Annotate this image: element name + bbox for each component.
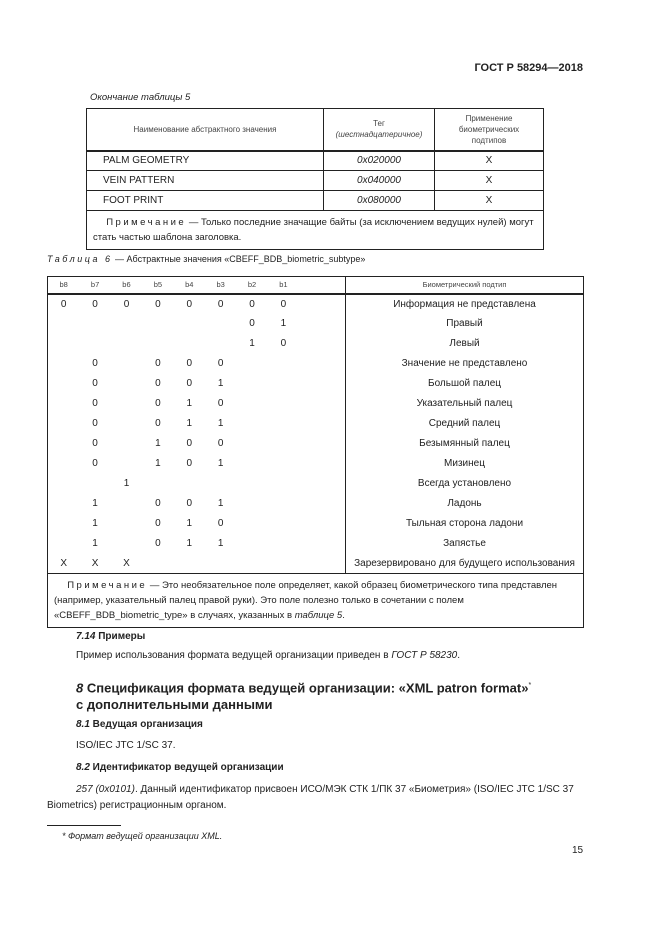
bit-value (111, 398, 142, 409)
table-row (48, 394, 584, 414)
table-row (48, 334, 584, 354)
t5-h-use3: подтипов (471, 135, 507, 145)
t6-subtype: Правый (346, 314, 584, 334)
bit-value: 1 (217, 458, 224, 469)
bit-value (48, 478, 79, 489)
bit-value: 1 (186, 518, 193, 529)
t6-note (48, 574, 584, 628)
bit-value: 0 (92, 398, 98, 409)
bit-value (268, 538, 299, 549)
bit-value (142, 478, 173, 489)
table-row (87, 151, 544, 171)
bit-value: 0 (217, 518, 224, 529)
section-7-14-text (76, 650, 460, 661)
bit-value: 0 (186, 298, 193, 310)
footnote-mark: * (62, 831, 66, 841)
s8-footnote-mark: * (528, 682, 532, 689)
s714-title: Примеры (95, 631, 146, 642)
t6-subtype: Указательный палец (346, 394, 584, 414)
bit-value: 1 (92, 538, 98, 549)
section-8-heading (76, 677, 531, 713)
bit-value (205, 558, 236, 569)
bit-value (236, 458, 267, 469)
table6-caption-label: Таблица 6 (47, 254, 113, 264)
bit-header: b4 (185, 280, 194, 290)
table-6 (47, 276, 584, 628)
bit-value: 1 (186, 538, 193, 549)
s81-title: Ведущая организация (89, 719, 203, 730)
t5-cell-tag: 0x040000 (324, 171, 435, 191)
t5-cell-tag: 0x020000 (324, 151, 435, 171)
table-row (48, 354, 584, 374)
bit-value: 0 (155, 378, 161, 389)
bit-value (268, 378, 299, 389)
bit-value: 1 (217, 418, 224, 429)
bit-value: 1 (155, 458, 161, 469)
table6-caption-text: — Абстрактные значения «CBEFF_BDB_biometric_subtype» (112, 254, 366, 264)
bit-header: b3 (216, 280, 225, 290)
t6-bits (48, 294, 346, 314)
bit-value (79, 318, 110, 329)
document-id: ГОСТ Р 58294—2018 (474, 62, 583, 74)
bit-value: X (91, 557, 99, 569)
bit-value (48, 338, 79, 349)
t5-note (87, 211, 544, 250)
s8-title-2: с дополнительными данными (76, 697, 273, 713)
bit-value: 1 (217, 378, 224, 389)
bit-value (111, 538, 142, 549)
t6-note-text: — Это необязательное поле определяет, какой образец биометрического типа представлен (например, указательный палец правой руки). Это поле полезно только в сочетании с полем «CBEFF_BDB_biometric_type» в случаях, указанных в (54, 580, 558, 621)
bit-value (111, 438, 142, 449)
bit-header: b7 (90, 280, 100, 290)
t6-bits (48, 534, 346, 554)
bit-value: 0 (249, 298, 255, 310)
table-row (48, 374, 584, 394)
bit-header: b5 (153, 280, 163, 290)
bit-value: 0 (155, 398, 161, 409)
s82-text: . Данный идентификатор присвоен ИСО/МЭК СТК 1/ПК 37 «Биометрия» (ISO/IEC JTC 1/SC 37 Biometrics) регистрационным органом. (47, 784, 574, 811)
table6-caption (47, 254, 365, 264)
bit-value (79, 338, 110, 349)
bit-value (48, 438, 79, 449)
s82-id: 257 (0x0101) (76, 784, 135, 795)
s714-num: 7.14 (76, 631, 96, 642)
table5-caption: Окончание таблицы 5 (90, 92, 191, 103)
bit-value: 0 (249, 318, 255, 329)
bit-value (48, 518, 79, 529)
bit-value: 1 (92, 498, 98, 509)
page-number: 15 (572, 845, 584, 856)
bit-value (268, 498, 299, 509)
t6-subtype: Большой палец (346, 374, 584, 394)
bit-value: 0 (123, 298, 130, 310)
t5-h-use1: Применение (465, 113, 513, 123)
bit-value (236, 418, 267, 429)
bit-value (236, 498, 267, 509)
bit-value (268, 458, 299, 469)
bit-value (48, 398, 79, 409)
bit-value (48, 358, 79, 369)
bit-value (79, 478, 110, 489)
table-row (48, 414, 584, 434)
table-row (48, 534, 584, 554)
bit-value (205, 318, 236, 329)
t6-subtype: Запястье (346, 534, 584, 554)
bit-value (236, 358, 267, 369)
table-row (48, 294, 584, 314)
bit-value (48, 418, 79, 429)
s714-text: Пример использования формата ведущей организации приведен в (76, 650, 392, 661)
s82-num: 8.2 (76, 762, 90, 773)
footnote-divider (47, 825, 121, 826)
bit-value: 0 (217, 438, 224, 449)
t6-subtype: Зарезервировано для будущего использования (346, 554, 584, 574)
bit-value (236, 518, 267, 529)
t6-header-subtype: Биометрический подтип (346, 277, 584, 294)
bit-value (142, 558, 173, 569)
s714-ref[interactable]: ГОСТ Р 58230 (391, 650, 458, 661)
bit-value (111, 518, 142, 529)
section-8-2-text (47, 782, 585, 814)
bit-value: 0 (92, 378, 98, 389)
bit-value (111, 418, 142, 429)
bit-value: 1 (123, 478, 130, 489)
bit-value (205, 478, 236, 489)
bit-value (205, 338, 236, 349)
s714-end: . (457, 650, 461, 661)
s82-title: Идентификатор ведущей организации (89, 762, 284, 773)
bit-value: 0 (92, 418, 98, 429)
bit-value (48, 498, 79, 509)
bit-value (48, 538, 79, 549)
t6-note-ref: таблице 5 (294, 610, 343, 621)
bit-value: 0 (155, 518, 161, 529)
t6-bits (48, 494, 346, 514)
bit-value (174, 558, 205, 569)
s8-title-1: Спецификация формата ведущей организации: «XML patron format» (83, 680, 529, 696)
bit-value (48, 378, 79, 389)
table-row (48, 494, 584, 514)
t6-bits (48, 394, 346, 414)
t5-header-tag-sub: (шестнадцатеричное) (335, 130, 423, 140)
bit-value (268, 358, 299, 369)
bit-value: 1 (186, 398, 193, 409)
t5-header-name: Наименование абстрактного значения (87, 109, 324, 151)
bit-value (268, 518, 299, 529)
bit-value (236, 538, 267, 549)
t6-bits (48, 334, 346, 354)
table-row (48, 454, 584, 474)
bit-value (268, 478, 299, 489)
bit-value (174, 318, 205, 329)
bit-value (174, 338, 205, 349)
t6-subtype: Тыльная сторона ладони (346, 514, 584, 534)
bit-value (236, 398, 267, 409)
bit-value: 0 (217, 358, 224, 369)
bit-value: 1 (186, 418, 193, 429)
bit-value (268, 438, 299, 449)
t6-bits (48, 374, 346, 394)
bit-value: 0 (60, 298, 67, 310)
t5-cell-use: X (435, 151, 544, 171)
bit-value: X (60, 557, 68, 569)
t5-note-label: Примечание (106, 217, 187, 228)
bit-value (236, 558, 267, 569)
t6-subtype: Информация не представлена (346, 294, 584, 314)
t6-bits (48, 554, 346, 574)
bit-value: 0 (92, 298, 98, 310)
bit-value: 0 (155, 298, 161, 310)
t6-bits (48, 434, 346, 454)
bit-value (268, 418, 299, 429)
table-row (48, 474, 584, 494)
t6-note-end: . (342, 610, 345, 621)
bit-value: X (123, 557, 130, 569)
bit-header: b1 (279, 280, 288, 290)
bit-value (48, 458, 79, 469)
t5-header-use (435, 109, 544, 151)
bit-value: 0 (155, 358, 161, 369)
bit-value (111, 338, 142, 349)
bit-value: 0 (186, 458, 193, 469)
t6-subtype: Мизинец (346, 454, 584, 474)
t5-cell-use: X (435, 191, 544, 211)
table-row (48, 314, 584, 334)
bit-value: 1 (217, 538, 224, 549)
bit-value: 1 (249, 338, 255, 349)
bit-header: b6 (122, 280, 131, 290)
bit-value: 0 (217, 298, 224, 310)
s81-num: 8.1 (76, 719, 90, 730)
section-7-14-heading (76, 631, 145, 642)
t6-subtype: Средний палец (346, 414, 584, 434)
t6-bits (48, 314, 346, 334)
s8-num: 8 (76, 680, 84, 696)
footnote-text: Формат ведущей организации XML. (65, 831, 223, 841)
table-row (48, 554, 584, 574)
bit-value (236, 478, 267, 489)
t6-bits (48, 514, 346, 534)
t6-note-label: Примечание (67, 580, 148, 591)
t6-subtype: Всегда установлено (346, 474, 584, 494)
bit-value: 0 (217, 398, 224, 409)
section-8-2-heading (76, 762, 284, 773)
bit-value (268, 558, 299, 569)
bit-value (111, 318, 142, 329)
t5-note-text: — Только последние значащие байты (за исключением ведущих нулей) могут стать частью шаблона заголовка. (93, 217, 534, 243)
t6-bits (48, 354, 346, 374)
bit-value (111, 358, 142, 369)
t5-header-tag (324, 109, 435, 151)
bit-value (236, 378, 267, 389)
t6-bits (48, 474, 346, 494)
bit-value (111, 498, 142, 509)
t6-subtype: Безымянный палец (346, 434, 584, 454)
bit-value (174, 478, 205, 489)
bit-value: 0 (186, 498, 193, 509)
table-row (48, 514, 584, 534)
bit-value: 1 (217, 498, 224, 509)
bit-value (111, 458, 142, 469)
t6-subtype: Значение не представлено (346, 354, 584, 374)
t6-bits (48, 454, 346, 474)
bit-value: 0 (186, 378, 193, 389)
bit-value: 0 (92, 358, 98, 369)
section-8-1-heading (76, 719, 203, 730)
footnote (62, 831, 222, 841)
bit-value: 0 (186, 358, 193, 369)
section-8-1-text: ISO/IEC JTC 1/SC 37. (76, 740, 176, 751)
t6-bits (48, 414, 346, 434)
bit-value (48, 318, 79, 329)
bit-value: 0 (92, 438, 98, 449)
t6-subtype: Ладонь (346, 494, 584, 514)
t6-bit-headers (48, 277, 346, 294)
t5-cell-name: FOOT PRINT (87, 191, 324, 211)
bit-value: 0 (155, 538, 161, 549)
bit-value: 1 (92, 518, 98, 529)
bit-value: 1 (155, 438, 161, 449)
t5-h-use2: биометрических (458, 124, 520, 134)
bit-value: 0 (155, 498, 161, 509)
bit-value (111, 378, 142, 389)
bit-value: 0 (155, 418, 161, 429)
t5-header-tag-label: Тег (373, 119, 385, 129)
bit-header: b8 (59, 280, 68, 290)
bit-value: 1 (280, 318, 287, 329)
bit-value (236, 438, 267, 449)
t5-cell-name: PALM GEOMETRY (87, 151, 324, 171)
bit-value: 0 (280, 298, 287, 310)
table-row (48, 434, 584, 454)
bit-value (142, 318, 173, 329)
table-5 (86, 108, 544, 250)
bit-value: 0 (92, 458, 98, 469)
t5-cell-use: X (435, 171, 544, 191)
bit-header: b2 (247, 280, 257, 290)
table-row (87, 171, 544, 191)
bit-value (268, 398, 299, 409)
bit-value (142, 338, 173, 349)
t5-cell-tag: 0x080000 (324, 191, 435, 211)
t5-cell-name: VEIN PATTERN (87, 171, 324, 191)
table-row (87, 191, 544, 211)
bit-value: 0 (186, 438, 193, 449)
t6-subtype: Левый (346, 334, 584, 354)
bit-value: 0 (280, 338, 287, 349)
